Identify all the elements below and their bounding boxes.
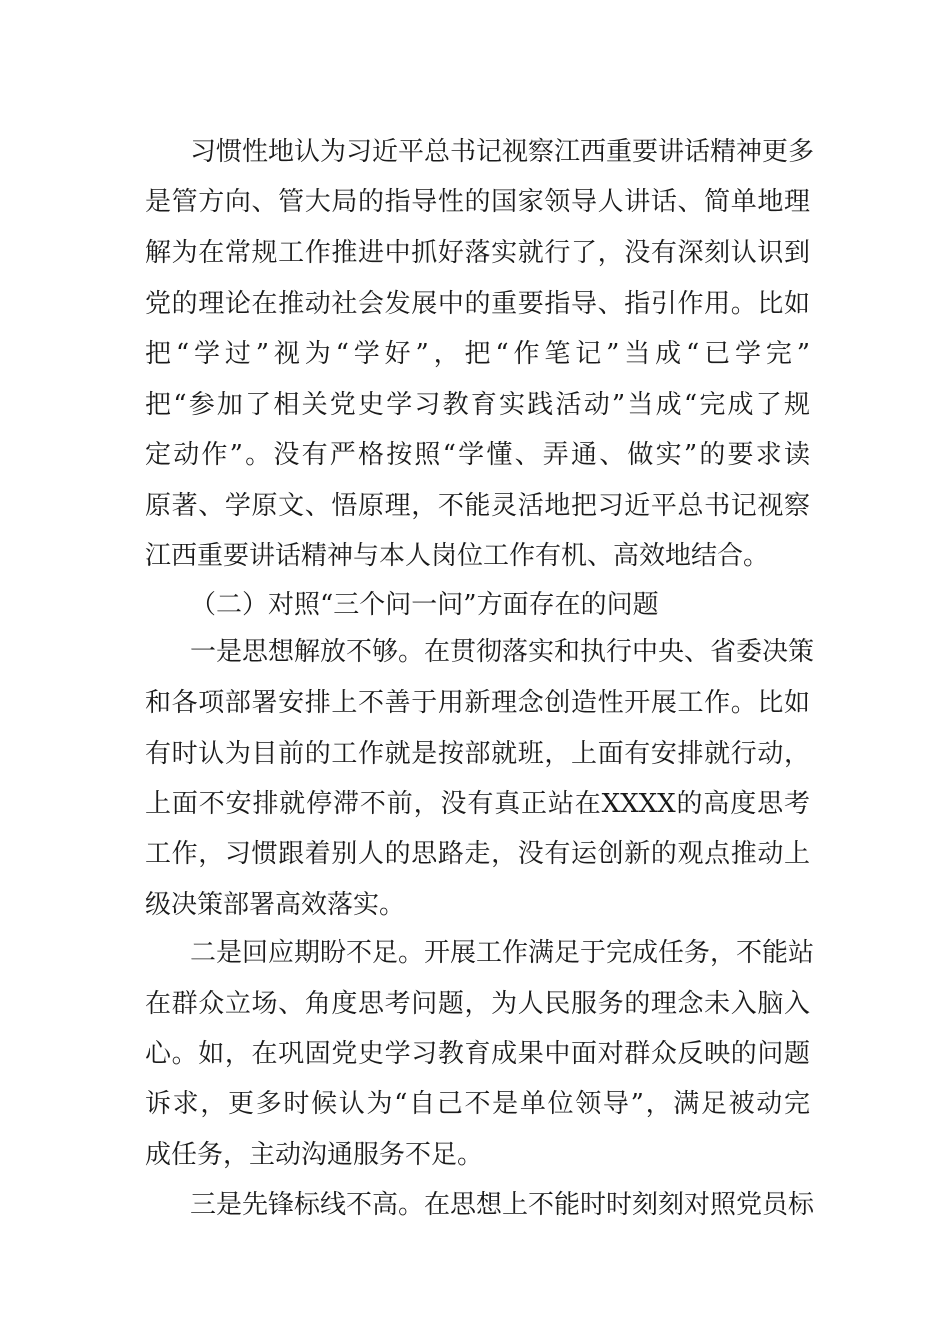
paragraph-line: 是管方向、管大局的指导性的国家领导人讲话、简单地理 — [145, 187, 810, 217]
paragraph-line: 把“学过”视为“学好”，把“作笔记”当成“已学完” — [145, 339, 810, 369]
paragraph-line: 成任务，主动沟通服务不足。 — [145, 1140, 484, 1170]
paragraph-line: 江西重要讲话精神与本人岗位工作有机、高效地结合。 — [145, 541, 770, 571]
paragraph-line: 有时认为目前的工作就是按部就班，上面有安排就行动， — [145, 739, 810, 769]
paragraph-line: 在群众立场、角度思考问题，为人民服务的理念未入脑入 — [145, 989, 810, 1019]
paragraph-line: 心。如，在巩固党史学习教育成果中面对群众反映的问题 — [145, 1039, 810, 1069]
paragraph-line: 解为在常规工作推进中抓好落实就行了，没有深刻认识到 — [145, 238, 810, 268]
paragraph-line: 习惯性地认为习近平总书记视察江西重要讲话精神更多 — [190, 137, 815, 167]
paragraph-line: 三是先锋标线不高。在思想上不能时时刻刻对照党员标 — [190, 1190, 815, 1220]
paragraph-line: 二是回应期盼不足。开展工作满足于完成任务，不能站 — [190, 938, 815, 968]
paragraph-line: 党的理论在推动社会发展中的重要指导、指引作用。比如 — [145, 289, 810, 319]
paragraph-line: 原著、学原文、悟原理，不能灵活地把习近平总书记视察 — [145, 491, 810, 521]
paragraph-line: 定动作”。没有严格按照“学懂、弄通、做实”的要求读 — [145, 440, 810, 470]
paragraph-line: 级决策部署高效落实。 — [145, 890, 406, 920]
paragraph-line: 把“参加了相关党史学习教育实践活动”当成“完成了规 — [145, 390, 810, 420]
paragraph-line: 诉求，更多时候认为“自己不是单位领导”，满足被动完 — [145, 1089, 810, 1119]
paragraph-line: 一是思想解放不够。在贯彻落实和执行中央、省委决策 — [190, 637, 815, 667]
section-heading: （二）对照“三个问一问”方面存在的问题 — [190, 590, 659, 620]
paragraph-line: 上面不安排就停滞不前，没有真正站在XXXX的高度思考 — [145, 789, 810, 819]
paragraph-line: 和各项部署安排上不善于用新理念创造性开展工作。比如 — [145, 688, 810, 718]
paragraph-line: 工作，习惯跟着别人的思路走，没有运创新的观点推动上 — [145, 839, 810, 869]
